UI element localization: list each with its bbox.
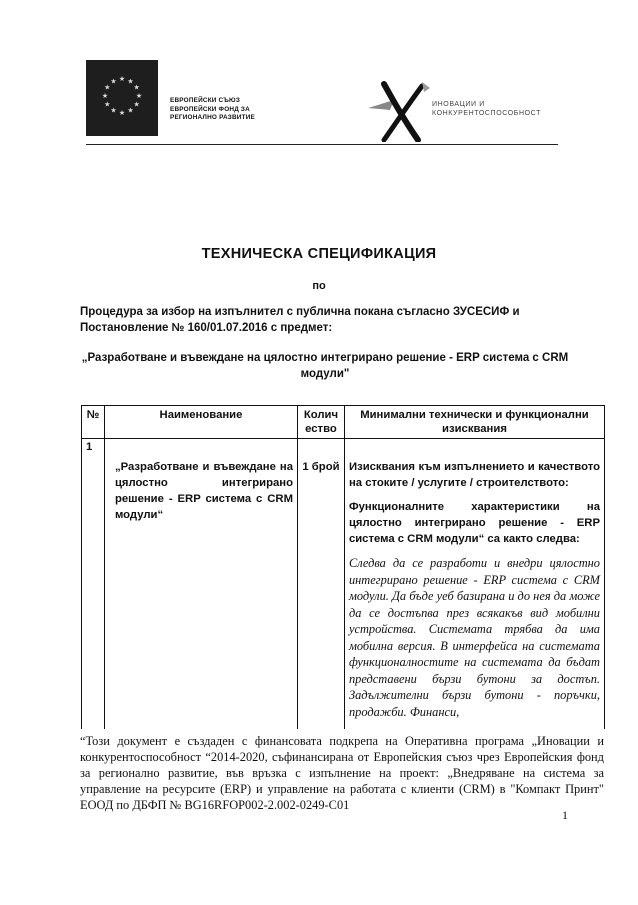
page-number: 1: [562, 808, 568, 822]
header-number: №: [82, 406, 105, 439]
header-divider: [86, 144, 558, 145]
eu-flag-logo: [86, 60, 158, 136]
svg-text:★: ★: [104, 100, 111, 109]
svg-text:★: ★: [104, 83, 111, 92]
eu-line: РЕГИОНАЛНО РАЗВИТИЕ: [170, 114, 255, 122]
eu-stars-icon: [86, 60, 158, 136]
specification-table: [81, 405, 605, 729]
document-title: ТЕХНИЧЕСКА СПЕЦИФИКАЦИЯ: [201, 246, 437, 262]
svg-text:★: ★: [110, 106, 117, 115]
program-label: [432, 100, 541, 118]
functional-heading: Функционалните характеристики на цялостно интегрирано решение - ERP система с CRM модули“ са както следва:: [348, 501, 600, 545]
program-line: КОНКУРЕНТОСПОСОБНОСТ: [432, 110, 541, 117]
row-number: 1: [82, 439, 105, 730]
requirements-description: Следва да се разработи и внедри цялостно интегрирано решение - ERP система с CRM модули. Да бъде уеб базирана и до нея да може да се достъпва през всякакъв вид мобилни устройства. Системата трябва да има мобилна версия. В интерфейса на системата функционалностите на системата да бъдат представени бързи бутони за достъп. Задължителни бързи бутони - поръчки, продажби. Финанси,: [348, 556, 600, 719]
title-connector: по: [312, 280, 326, 292]
program-line: ИНОВАЦИИ И: [432, 101, 485, 108]
header-quantity: Количество: [297, 406, 344, 439]
eu-line: ЕВРОПЕЙСКИ СЪЮЗ: [170, 97, 241, 104]
svg-text:★: ★: [127, 106, 134, 115]
requirements-heading: Изисквания към изпълнението и качеството на стоките / услугите / строителството:: [348, 461, 600, 489]
eu-line: ЕВРОПЕЙСКИ ФОНД ЗА: [170, 105, 250, 113]
funding-footnote: “Този документ е създаден с финансовата подкрепа на Оперативна програма „Иновации и конкурентоспособност “2014-2020, съфинансирана от Европейския съюз чрез Европейския фонд за регионално развитие, във връзка с изпълнение на проект: „Внедряване на система за управление на ресурсите (ERP) и управление на работата с клиенти (CRM) в "Компакт Принт" ЕООД по ДБФП № BG16RFOP002-2.002-0249-С01: [80, 734, 604, 812]
svg-text:★: ★: [133, 100, 140, 109]
svg-text:★: ★: [110, 77, 117, 86]
x-mark-icon: [364, 78, 436, 142]
svg-text:★: ★: [133, 83, 140, 92]
eu-fund-label: [170, 97, 255, 123]
page-header: [86, 60, 556, 144]
svg-text:★: ★: [127, 77, 134, 86]
innovation-x-logo: [364, 78, 436, 142]
row-item-name: „Разработване и въвеждане на цялостно интегрирано решение - ERP система с CRM модули“: [104, 439, 297, 730]
header-requirements: Минимални технически и функционални изисквания: [344, 406, 604, 439]
subject-text: „Разработване и въвеждане на цялостно интегрирано решение - ERP система с CRM модули": [81, 352, 569, 380]
svg-text:★: ★: [135, 92, 143, 100]
procedure-text: Процедура за избор на изпълнител с публична покана съгласно ЗУСЕСИФ и Постановление № 160/01.07.2016 с предмет:: [80, 306, 520, 334]
svg-text:★: ★: [118, 109, 126, 117]
table-header-row: [82, 406, 605, 439]
row-quantity: 1 брой: [297, 439, 344, 730]
table-row: [82, 439, 605, 730]
svg-text:★: ★: [118, 75, 126, 83]
svg-text:★: ★: [101, 92, 109, 100]
header-name: Наименование: [104, 406, 297, 439]
row-requirements: [344, 439, 604, 730]
